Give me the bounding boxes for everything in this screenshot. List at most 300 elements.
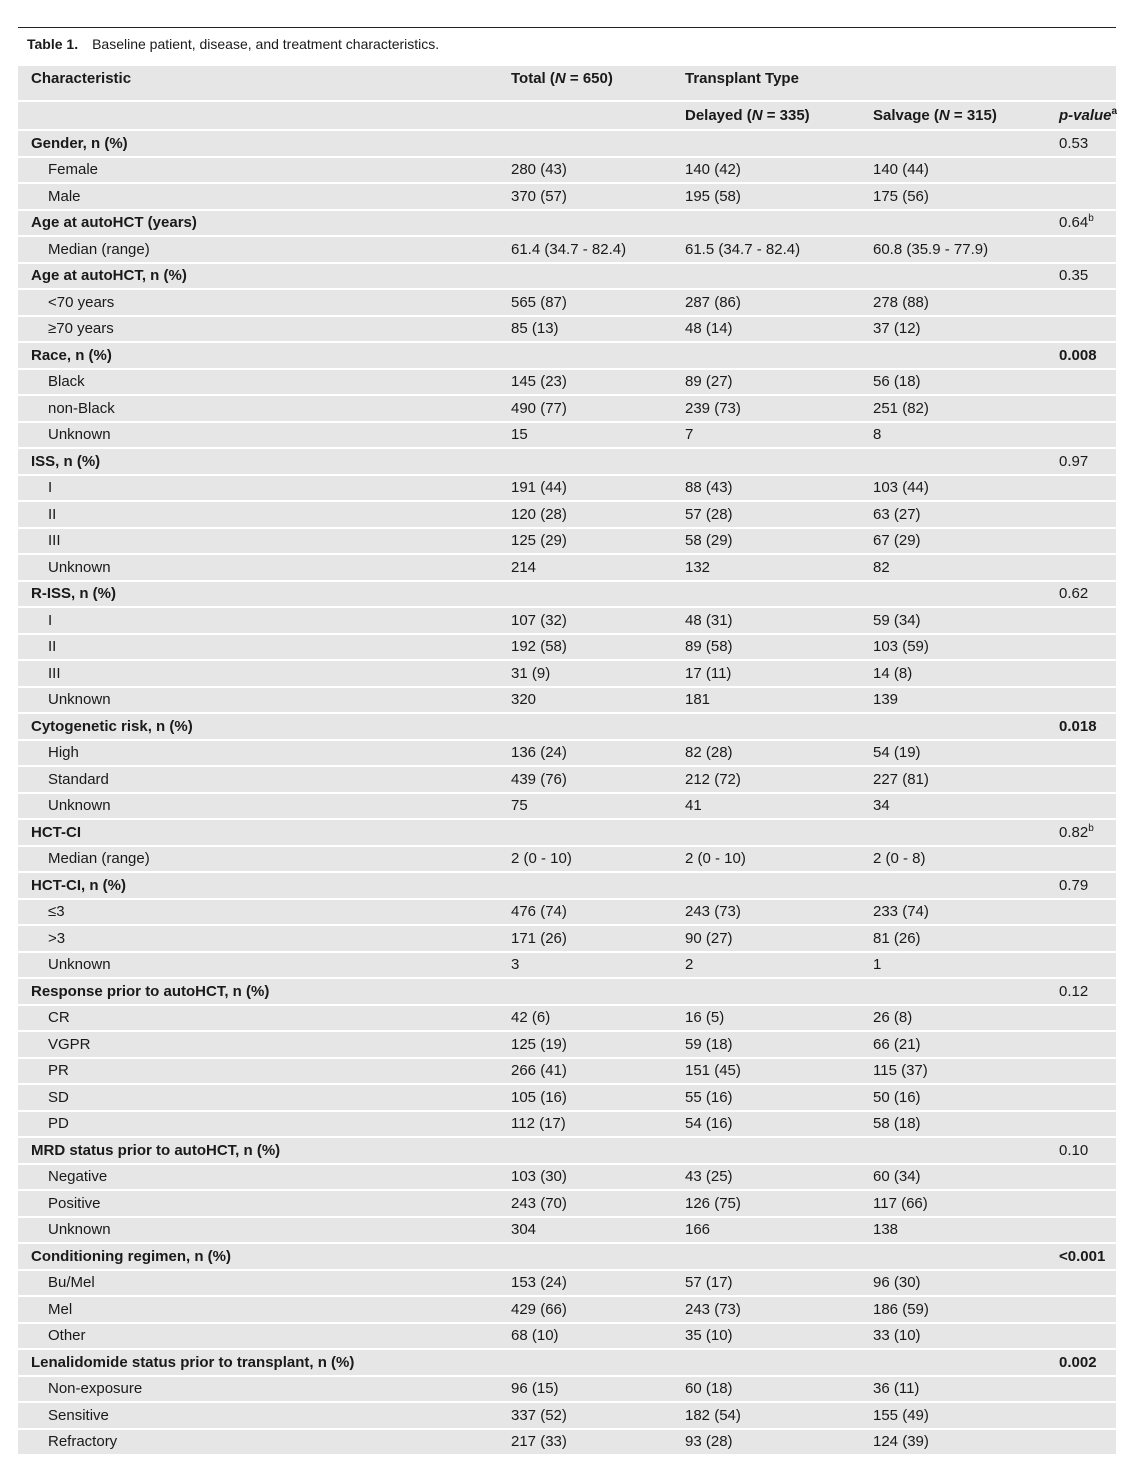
row-delayed [685,1244,873,1269]
row-total-text: 476 (74) [511,903,567,921]
row-pvalue [1059,688,1116,713]
row-label [18,343,511,368]
row-label-text: Race, n (%) [31,346,112,364]
row-salvage [873,290,1059,315]
row-salvage [873,794,1059,819]
row-salvage [873,1244,1059,1269]
row-salvage-text: 278 (88) [873,293,929,311]
row-total [511,979,685,1004]
row-delayed [685,926,873,951]
row-salvage [873,1297,1059,1322]
row-salvage-text: 96 (30) [873,1274,921,1292]
row-salvage [873,767,1059,792]
table-row [18,767,1116,792]
row-label-text: ISS, n (%) [31,452,101,470]
table-section-row [18,582,1116,607]
table-body [18,131,1116,1454]
row-delayed-text: 243 (73) [685,903,741,921]
row-salvage [873,1377,1059,1402]
row-delayed-text: 140 (42) [685,161,741,179]
table-caption-text: Baseline patient, disease, and treatment characteristics. [92,36,440,52]
table-header-row-1 [18,66,1116,100]
header-blank [511,102,685,129]
row-salvage [873,1006,1059,1031]
row-delayed-text: 89 (27) [685,373,733,391]
row-total [511,502,685,527]
row-salvage [873,1032,1059,1057]
row-label-text: Response prior to autoHCT, n (%) [31,982,270,1000]
table-header-row-2 [18,102,1116,129]
row-label [18,1059,511,1084]
row-pvalue-text: 0.002 [1059,1353,1097,1371]
row-label-text: VGPR [48,1035,91,1053]
row-delayed-text: 212 (72) [685,770,741,788]
row-total [511,1032,685,1057]
table-row [18,741,1116,766]
table-row [18,1377,1116,1402]
row-salvage [873,1085,1059,1110]
row-delayed [685,396,873,421]
row-delayed-text: 243 (73) [685,1300,741,1318]
row-salvage-text: 138 [873,1221,899,1239]
row-delayed-text: 55 (16) [685,1088,733,1106]
row-label [18,1324,511,1349]
table-row [18,1032,1116,1057]
row-total [511,926,685,951]
row-delayed [685,502,873,527]
row-delayed-text: 48 (31) [685,611,733,629]
row-label [18,211,511,236]
row-salvage [873,1430,1059,1455]
row-total [511,1430,685,1455]
row-pvalue-text: 0.97 [1059,452,1089,470]
row-label-text: Gender, n (%) [31,134,128,152]
header-pvalue-note: a [1111,106,1118,117]
row-salvage [873,1165,1059,1190]
row-pvalue [1059,449,1116,474]
row-total [511,741,685,766]
table-caption-label: Table 1. [27,36,79,52]
table-row [18,237,1116,262]
row-total [511,211,685,236]
row-label [18,714,511,739]
row-label [18,820,511,845]
table-row [18,1085,1116,1110]
row-label-text: Standard [48,770,109,788]
row-delayed [685,290,873,315]
row-total [511,1403,685,1428]
row-delayed-text: 93 (28) [685,1433,733,1451]
row-pvalue [1059,900,1116,925]
row-total-text: 320 [511,691,537,709]
table-row [18,1006,1116,1031]
row-label [18,1218,511,1243]
row-delayed [685,1324,873,1349]
row-salvage [873,1403,1059,1428]
row-total [511,131,685,156]
header-pvalue: p-value [1059,107,1112,124]
row-delayed-text: 126 (75) [685,1194,741,1212]
row-total-text: 280 (43) [511,161,567,179]
row-label-text: I [48,479,53,497]
row-label [18,1191,511,1216]
row-label [18,290,511,315]
row-label-text: PD [48,1115,69,1133]
row-delayed-text: 166 [685,1221,711,1239]
row-pvalue [1059,741,1116,766]
row-pvalue [1059,1297,1116,1322]
row-total [511,847,685,872]
row-pvalue [1059,1324,1116,1349]
row-delayed [685,423,873,448]
row-delayed [685,317,873,342]
row-salvage [873,661,1059,686]
row-pvalue [1059,1403,1116,1428]
table-row [18,1430,1116,1455]
row-salvage-text: 67 (29) [873,532,921,550]
table-row [18,900,1116,925]
row-total [511,688,685,713]
row-pvalue [1059,1032,1116,1057]
table-section-row [18,873,1116,898]
row-label-text: II [48,638,57,656]
row-total-text: 112 (17) [511,1115,566,1133]
row-salvage-text: 54 (19) [873,744,921,762]
row-label [18,1165,511,1190]
row-total [511,184,685,209]
row-salvage [873,900,1059,925]
row-label-text: HCT-CI [31,823,81,841]
row-total-text: 217 (33) [511,1433,567,1451]
row-total [511,953,685,978]
table-row [18,926,1116,951]
row-label-text: High [48,744,79,762]
row-total [511,608,685,633]
row-total-text: 120 (28) [511,505,567,523]
row-label [18,1085,511,1110]
row-delayed [685,953,873,978]
row-total [511,396,685,421]
row-salvage-text: 34 [873,797,890,815]
row-salvage [873,1112,1059,1137]
row-total [511,1191,685,1216]
row-pvalue [1059,396,1116,421]
row-pvalue [1059,1350,1116,1375]
row-label [18,1403,511,1428]
row-label [18,502,511,527]
row-label [18,555,511,580]
row-pvalue [1059,1006,1116,1031]
row-delayed-text: 89 (58) [685,638,733,656]
row-label [18,953,511,978]
table-row [18,794,1116,819]
row-salvage [873,1218,1059,1243]
row-label-text: HCT-CI, n (%) [31,876,126,894]
row-pvalue [1059,555,1116,580]
row-delayed [685,741,873,766]
table-top-rule [18,27,1116,28]
row-total-text: 85 (13) [511,320,559,338]
row-delayed-text: 182 (54) [685,1406,741,1424]
row-label-text: Lenalidomide status prior to transplant, n (%) [31,1353,355,1371]
row-total [511,714,685,739]
row-delayed [685,449,873,474]
row-total-text: 61.4 (34.7 - 82.4) [511,240,627,258]
row-salvage-text: 58 (18) [873,1115,921,1133]
table-row [18,688,1116,713]
row-total-text: 429 (66) [511,1300,567,1318]
row-total-text: 96 (15) [511,1380,559,1398]
table-section-row [18,1350,1116,1375]
row-total [511,317,685,342]
table-row [18,1112,1116,1137]
row-salvage [873,343,1059,368]
row-label-text: Unknown [48,558,111,576]
header-transplant-type: Transplant Type [685,66,1116,100]
row-salvage-text: 186 (59) [873,1300,929,1318]
row-pvalue-text: 0.53 [1059,134,1089,152]
table-row [18,1324,1116,1349]
row-delayed-text: 54 (16) [685,1115,733,1133]
row-delayed-text: 2 [685,956,694,974]
row-salvage-text: 59 (34) [873,611,921,629]
row-salvage [873,1191,1059,1216]
row-pvalue [1059,767,1116,792]
row-delayed-text: 57 (28) [685,505,733,523]
table-section-row [18,131,1116,156]
row-label-text: Other [48,1327,86,1345]
row-delayed-text: 195 (58) [685,187,741,205]
row-delayed [685,608,873,633]
row-delayed [685,900,873,925]
row-pvalue-text: 0.62 [1059,585,1089,603]
row-delayed [685,555,873,580]
row-total [511,820,685,845]
table-row [18,847,1116,872]
row-pvalue [1059,953,1116,978]
row-pvalue [1059,184,1116,209]
row-label-text: Median (range) [48,850,150,868]
row-pvalue-text: 0.12 [1059,982,1089,1000]
row-total [511,1112,685,1137]
row-pvalue [1059,608,1116,633]
row-pvalue [1059,1059,1116,1084]
row-label-text: Median (range) [48,240,150,258]
row-label-text: Female [48,161,99,179]
row-label [18,741,511,766]
row-label [18,529,511,554]
row-label [18,264,511,289]
row-total-text: 214 [511,558,537,576]
row-pvalue [1059,1085,1116,1110]
row-pvalue [1059,1430,1116,1455]
table-row [18,158,1116,183]
row-salvage [873,211,1059,236]
row-delayed [685,184,873,209]
table-section-row [18,211,1116,236]
table-section-row [18,979,1116,1004]
baseline-characteristics-table [18,64,1116,1456]
header-delayed: Delayed (N = 335) [685,102,873,129]
row-total [511,158,685,183]
row-label-text: ≤3 [48,903,65,921]
row-total-text: 136 (24) [511,744,567,762]
table-row [18,1403,1116,1428]
row-total-text: 153 (24) [511,1274,567,1292]
row-label-text: PR [48,1062,69,1080]
row-total [511,1006,685,1031]
row-delayed [685,529,873,554]
header-total: Total (N = 650) [511,66,685,100]
row-pvalue [1059,237,1116,262]
row-total-text: 191 (44) [511,479,567,497]
row-delayed [685,1430,873,1455]
row-salvage-text: 124 (39) [873,1433,929,1451]
row-delayed [685,1218,873,1243]
row-salvage [873,476,1059,501]
row-label [18,926,511,951]
table-section-row [18,820,1116,845]
row-salvage [873,847,1059,872]
row-delayed-text: 59 (18) [685,1035,733,1053]
row-total [511,237,685,262]
row-label [18,370,511,395]
row-delayed [685,1350,873,1375]
row-label-text: Cytogenetic risk, n (%) [31,717,193,735]
row-label-text: >3 [48,929,66,947]
row-delayed [685,476,873,501]
table-row [18,529,1116,554]
row-label-text: R-ISS, n (%) [31,585,116,603]
row-total-text: 42 (6) [511,1009,551,1027]
row-salvage-text: 103 (44) [873,479,929,497]
row-label [18,396,511,421]
row-label [18,900,511,925]
table-section-row [18,714,1116,739]
table-row [18,635,1116,660]
row-delayed [685,1085,873,1110]
row-delayed-text: 43 (25) [685,1168,733,1186]
table-row [18,555,1116,580]
row-salvage-text: 60 (34) [873,1168,921,1186]
row-salvage [873,582,1059,607]
row-label [18,979,511,1004]
row-salvage [873,264,1059,289]
table-row [18,1191,1116,1216]
row-total [511,1350,685,1375]
row-total [511,661,685,686]
row-label-text: Unknown [48,1221,111,1239]
row-pvalue [1059,423,1116,448]
row-pvalue [1059,714,1116,739]
row-salvage [873,449,1059,474]
row-total [511,529,685,554]
row-total-text: 2 (0 - 10) [511,850,572,868]
row-label [18,1377,511,1402]
row-salvage-text: 14 (8) [873,664,913,682]
row-pvalue [1059,1191,1116,1216]
row-total [511,900,685,925]
row-label [18,476,511,501]
row-pvalue-text: 0.10 [1059,1141,1089,1159]
row-total [511,1297,685,1322]
row-delayed-text: 58 (29) [685,532,733,550]
table-section-row [18,1244,1116,1269]
row-total [511,449,685,474]
row-delayed-text: 41 [685,797,702,815]
row-delayed [685,794,873,819]
row-salvage-text: 227 (81) [873,770,929,788]
row-delayed [685,1165,873,1190]
row-total [511,794,685,819]
row-pvalue [1059,1271,1116,1296]
row-pvalue [1059,131,1116,156]
row-delayed-text: 35 (10) [685,1327,733,1345]
row-label [18,1244,511,1269]
row-label-text: I [48,611,53,629]
row-salvage [873,635,1059,660]
table-row [18,1059,1116,1084]
row-delayed [685,661,873,686]
row-pvalue [1059,873,1116,898]
row-salvage-text: 26 (8) [873,1009,913,1027]
row-label [18,237,511,262]
row-total-text: 370 (57) [511,187,567,205]
row-delayed [685,237,873,262]
row-label-text: III [48,664,61,682]
row-label-text: Age at autoHCT, n (%) [31,267,187,285]
row-delayed-text: 151 (45) [685,1062,741,1080]
row-salvage-text: 1 [873,956,882,974]
row-label-text: II [48,505,57,523]
row-label-text: Non-exposure [48,1380,143,1398]
row-salvage-text: 103 (59) [873,638,929,656]
row-salvage-text: 155 (49) [873,1406,929,1424]
row-salvage [873,184,1059,209]
row-label [18,1006,511,1031]
row-delayed [685,582,873,607]
row-total-text: 68 (10) [511,1327,559,1345]
row-salvage-text: 82 [873,558,890,576]
row-total-text: 243 (70) [511,1194,567,1212]
row-label-text: Unknown [48,797,111,815]
row-total-text: 107 (32) [511,611,567,629]
row-total-text: 3 [511,956,520,974]
table-section-row [18,1138,1116,1163]
row-delayed [685,1297,873,1322]
row-delayed [685,979,873,1004]
row-salvage [873,131,1059,156]
row-salvage-text: 2 (0 - 8) [873,850,926,868]
row-total [511,370,685,395]
row-salvage [873,688,1059,713]
row-salvage-text: 251 (82) [873,399,929,417]
row-pvalue [1059,926,1116,951]
row-pvalue [1059,529,1116,554]
row-label-text: CR [48,1009,70,1027]
row-label [18,158,511,183]
row-label-text: Age at autoHCT (years) [31,214,197,232]
row-total [511,1059,685,1084]
row-total [511,555,685,580]
row-label-text: Bu/Mel [48,1274,95,1292]
row-label-text: SD [48,1088,69,1106]
row-label-text: Black [48,373,85,391]
row-label-text: Negative [48,1168,108,1186]
row-pvalue [1059,264,1116,289]
row-salvage [873,396,1059,421]
row-salvage [873,820,1059,845]
